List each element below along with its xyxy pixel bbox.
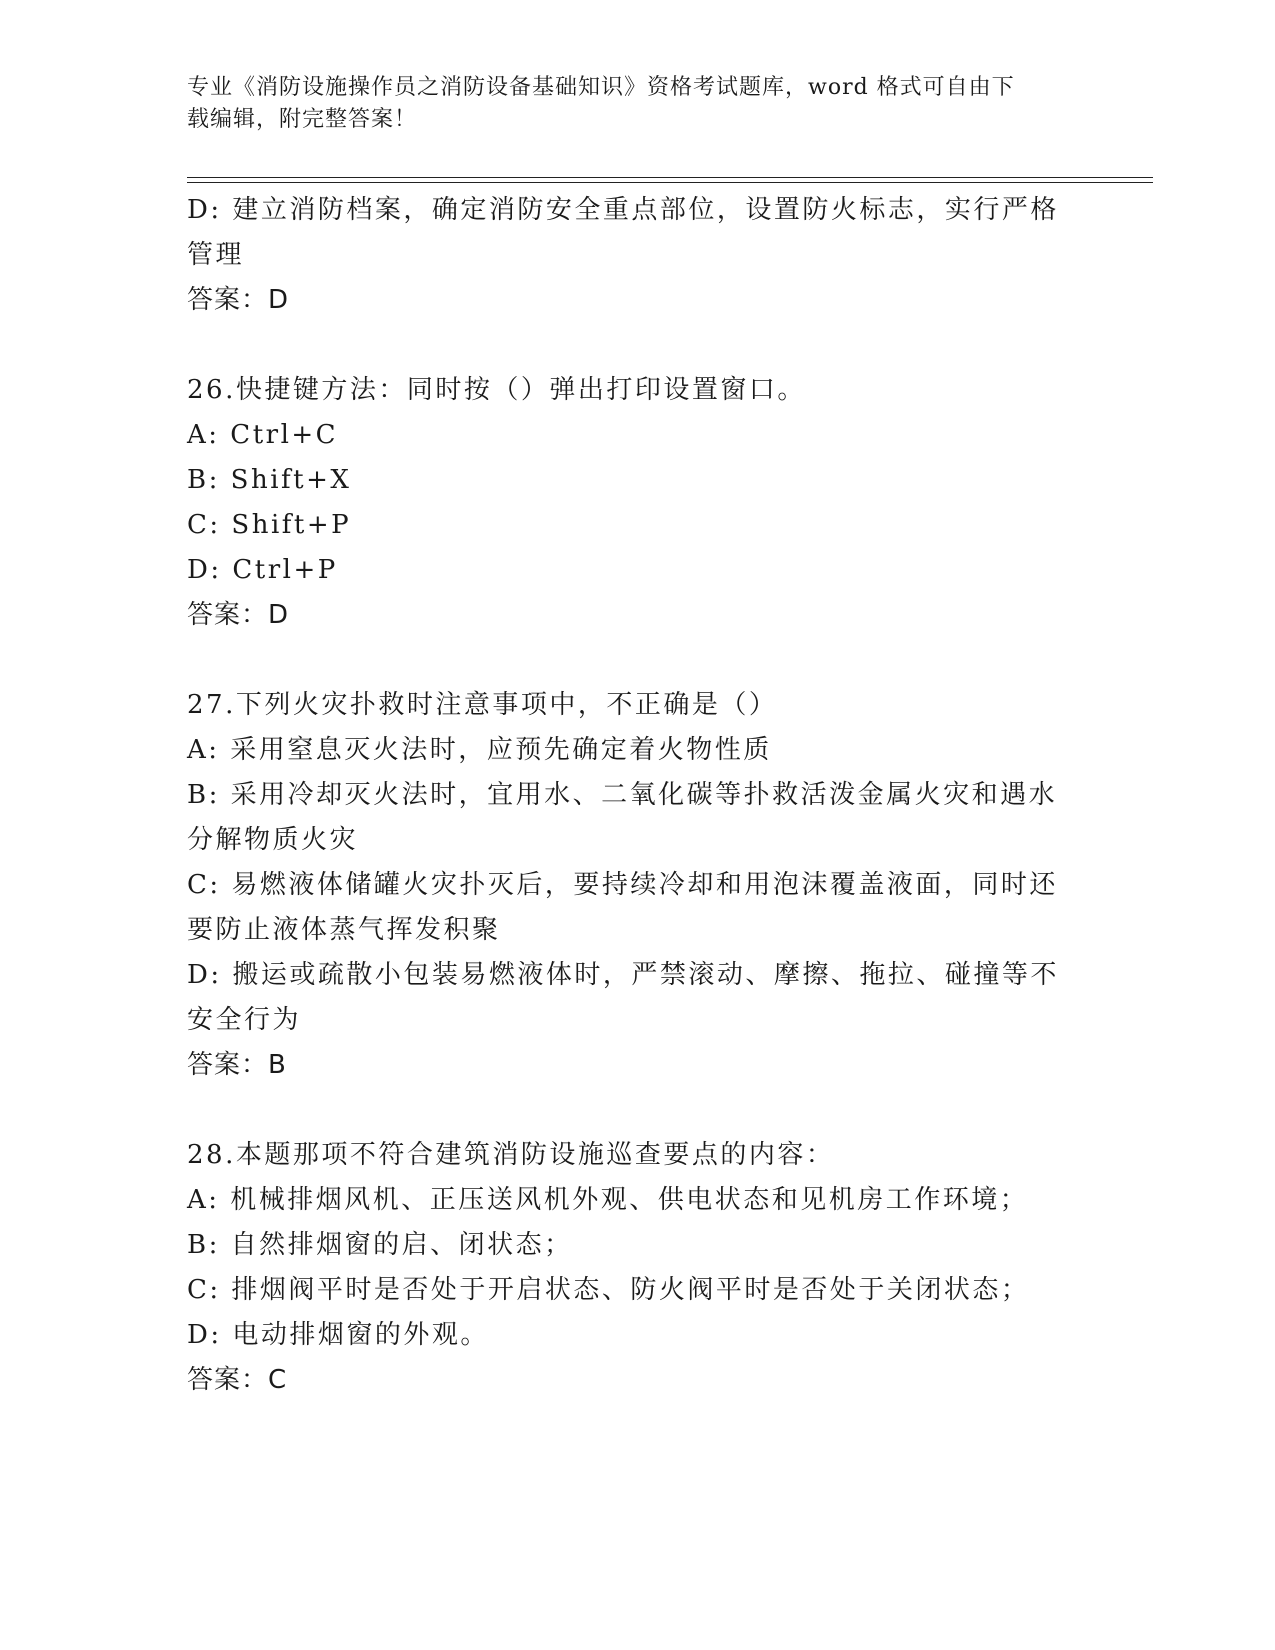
option-b: B: Shift+X [187,465,352,495]
option-c: C: Shift+P [187,510,352,540]
question-text: 26.快捷键方法：同时按（）弹出打印设置窗口。 [187,375,806,405]
option-d-continued: 管理 [187,240,245,270]
option-c: C: 排烟阀平时是否处于开启状态、防火阀平时是否处于关闭状态； [187,1275,1030,1305]
answer: 答案：D [187,285,290,315]
spacer [187,1088,1087,1133]
option-a: A: Ctrl+C [187,420,339,450]
option-b-continued: 分解物质火灾 [187,825,359,855]
question-25 [187,188,1087,323]
option-d: D: 搬运或疏散小包装易燃液体时，严禁滚动、摩擦、拖拉、碰撞等不 [187,960,1059,990]
header-rule-top [187,177,1153,178]
document-header [187,72,1067,136]
answer: 答案：B [187,1050,287,1080]
header-line-2: 载编辑，附完整答案！ [187,107,418,132]
header-rule-bottom [187,182,1153,183]
question-28 [187,1133,1087,1403]
option-a: A: 采用窒息灭火法时，应预先确定着火物性质 [187,735,772,765]
question-text: 28.本题那项不符合建筑消防设施巡查要点的内容： [187,1140,835,1170]
answer: 答案：C [187,1365,288,1395]
question-text: 27.下列火灾扑救时注意事项中，不正确是（） [187,690,778,720]
option-a: A: 机械排烟风机、正压送风机外观、供电状态和见机房工作环境； [187,1185,1029,1215]
header-line-1: 专业《消防设施操作员之消防设备基础知识》资格考试题库，word 格式可自由下 [187,75,1015,100]
option-c-continued: 要防止液体蒸气挥发积聚 [187,915,501,945]
option-b: B: 自然排烟窗的启、闭状态； [187,1230,573,1260]
question-list [187,188,1087,1403]
option-d: D: Ctrl+P [187,555,338,585]
option-c: C: 易燃液体储罐火灾扑灭后，要持续冷却和用泡沫覆盖液面，同时还 [187,870,1058,900]
option-d: D: 电动排烟窗的外观。 [187,1320,489,1350]
question-26 [187,368,1087,638]
answer: 答案：D [187,600,290,630]
spacer [187,638,1087,683]
option-d: D: 建立消防档案，确定消防安全重点部位，设置防火标志，实行严格 [187,195,1059,225]
option-b: B: 采用冷却灭火法时，宜用水、二氧化碳等扑救活泼金属火灾和遇水 [187,780,1058,810]
question-27 [187,683,1087,1088]
spacer [187,323,1087,368]
option-d-continued: 安全行为 [187,1005,302,1035]
